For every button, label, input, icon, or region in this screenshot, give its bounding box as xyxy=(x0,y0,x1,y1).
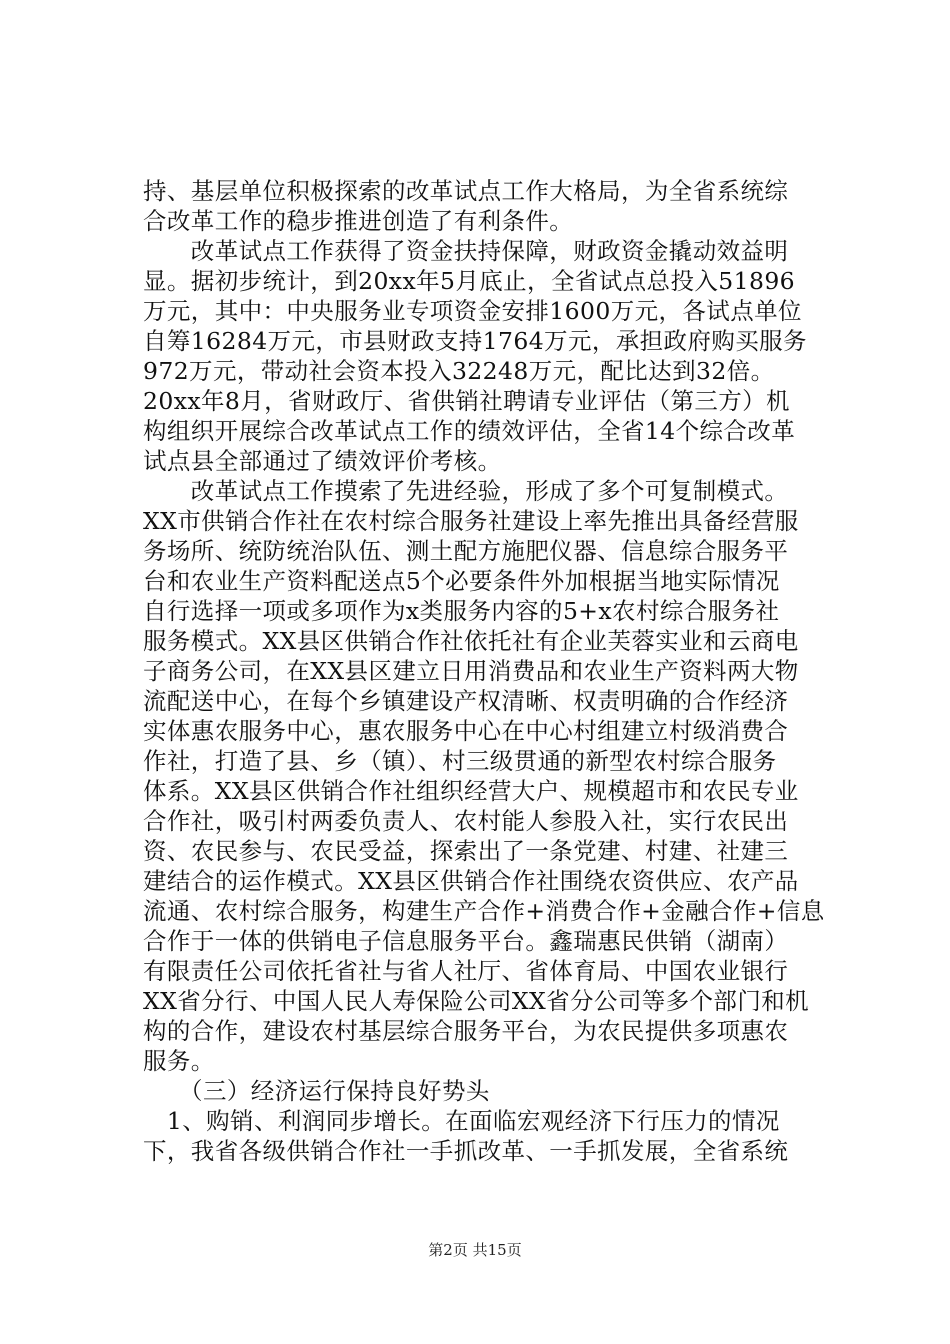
text-line: 流通、农村综合服务，构建生产合作+消费合作+金融合作+信息 xyxy=(143,897,825,925)
text-line: 服务模式。XX县区供销合作社依托社有企业芙蓉实业和云商电 xyxy=(143,627,799,655)
text-line: 972万元，带动社会资本投入32248万元，配比达到32倍。 xyxy=(143,357,775,385)
text-line: 改革试点工作获得了资金扶持保障，财政资金撬动效益明 xyxy=(143,237,789,265)
text-line: 合作于一体的供销电子信息服务平台。鑫瑞惠民供销（湖南） xyxy=(143,927,789,955)
text-line: 有限责任公司依托省社与省人社厅、省体育局、中国农业银行 xyxy=(143,957,789,985)
text-line: XX市供销合作社在农村综合服务社建设上率先推出具备经营服 xyxy=(143,507,799,535)
text-line: 资、农民参与、农民受益，探索出了一条党建、村建、社建三 xyxy=(143,837,789,865)
text-line: 下，我省各级供销合作社一手抓改革、一手抓发展，全省系统 xyxy=(143,1137,789,1165)
section-heading: （三）经济运行保持良好势头 xyxy=(143,1077,490,1105)
text-line: 改革试点工作摸索了先进经验，形成了多个可复制模式。 xyxy=(143,477,789,505)
text-line: 显。据初步统计，到20xx年5月底止，全省试点总投入51896 xyxy=(143,267,796,295)
text-line: 持、基层单位积极探索的改革试点工作大格局，为全省系统综 xyxy=(143,177,789,205)
text-line: 服务。 xyxy=(143,1047,215,1075)
text-line: 台和农业生产资料配送点5个必要条件外加根据当地实际情况 xyxy=(143,567,780,595)
text-line: 务场所、统防统治队伍、测土配方施肥仪器、信息综合服务平 xyxy=(143,537,789,565)
text-line: 万元，其中：中央服务业专项资金安排1600万元，各试点单位 xyxy=(143,297,802,325)
text-line: 20xx年8月，省财政厅、省供销社聘请专业评估（第三方）机 xyxy=(143,387,790,415)
text-line: 作社，打造了县、乡（镇）、村三级贯通的新型农村综合服务 xyxy=(143,747,777,775)
text-line: 自行选择一项或多项作为x类服务内容的5+x农村综合服务社 xyxy=(143,597,780,625)
text-line: 子商务公司，在XX县区建立日用消费品和农业生产资料两大物 xyxy=(143,657,799,685)
text-line: 构组织开展综合改革试点工作的绩效评估，全省14个综合改革 xyxy=(143,417,796,445)
text-line: 实体惠农服务中心，惠农服务中心在中心村组建立村级消费合 xyxy=(143,717,789,745)
text-line: XX省分行、中国人民人寿保险公司XX省分公司等多个部门和机 xyxy=(143,987,810,1015)
text-line: 流配送中心，在每个乡镇建设产权清晰、权责明确的合作经济 xyxy=(143,687,789,715)
text-line: 建结合的运作模式。XX县区供销合作社围绕农资供应、农产品 xyxy=(143,867,799,895)
text-line: 体系。XX县区供销合作社组织经营大户、规模超市和农民专业 xyxy=(143,777,799,805)
text-line: 自筹16284万元，市县财政支持1764万元，承担政府购买服务 xyxy=(143,327,807,355)
text-line: 合改革工作的稳步推进创造了有利条件。 xyxy=(143,207,574,235)
page-number-footer: 第2页 共15页 xyxy=(428,1241,522,1259)
text-line: 1、购销、利润同步增长。在面临宏观经济下行压力的情况 xyxy=(143,1107,780,1135)
text-line: 试点县全部通过了绩效评价考核。 xyxy=(143,447,502,475)
text-line: 合作社，吸引村两委负责人、农村能人参股入社，实行农民出 xyxy=(143,807,789,835)
text-line: 构的合作，建设农村基层综合服务平台，为农民提供多项惠农 xyxy=(143,1017,789,1045)
